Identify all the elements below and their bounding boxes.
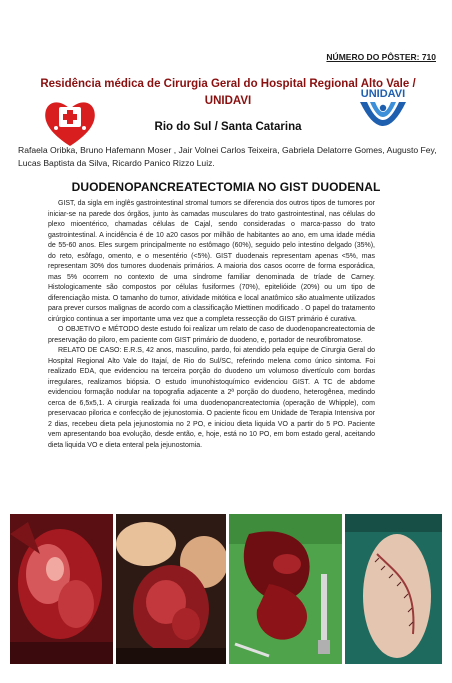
photo-strip — [10, 514, 442, 664]
surgical-hands-photo — [116, 514, 226, 664]
objective-paragraph: O OBJETIVO e MÉTODO deste estudo foi realizar um relato de caso de duodenopancreatectomia de preservação do piloro, em paciente com GIST primário de duodeno, e, portador de neurofibromatose. — [48, 326, 375, 344]
abdominal-incision-photo — [345, 514, 442, 664]
institution-line-2: UNIDAVI — [204, 95, 252, 107]
resected-specimen-photo — [229, 514, 342, 664]
poster-number: NÚMERO DO PÔSTER: 710 — [326, 52, 436, 62]
surgical-field-photo — [10, 514, 113, 664]
institution-line-1: Residência médica de Cirurgia Geral do Hospital Regional Alto Vale / — [40, 78, 416, 90]
poster-title: DUODENOPANCREATECTOMIA NO GIST DUODENAL — [71, 180, 381, 194]
location: Rio do Sul / Santa Catarina — [154, 121, 302, 133]
case-report-paragraph: RELATO DE CASO: E.R.S, 42 anos, masculino, pardo, foi atendido pela equipe de Cirurgia Geral do Hospital Regional Alto Vale do Itajaí, de Rio do Sul/SC, referindo melena como único sintoma. Foi realizado EDA, que evidenciou na terceira porção do duodeno um volumoso divertículo com bordas irregulares, realizamos biópsia. O estudo imunohistoquímico evidenciou GIST. A TC de abdome evidenciou formação nodular na topografia adjacente a 2ª porção do duodeno, heterogênea, medindo cerca de 6,5x5,1. A cirurgia realizada foi uma duodenopancreatectomia (operação de Whipple), com preservacao pilorica e confecção de jejunostomia. O paciente ficou em Unidade de Terapia Intensiva por 2 dias, recebeu dieta pela jejunostomia no 2 PO, e iniciou dieta liquida VO a partir do 5 PO. Paciente vem apresentando boa evolução, desde então, e, hoje, está no 10 PO, em bom estado geral, aceitando dieta liquida VO e dieta enteral pela jejunostomia. — [48, 347, 375, 449]
authors: Rafaela Oribka, Bruno Hafemann Moser , Jair Volnei Carlos Teixeira, Gabriela Delatorre Gomes, Augusto Fey, Lucas Baptista da Silva, Ricardo Panico Rizzo Luiz. — [18, 145, 437, 168]
intro-paragraph: GIST, da sigla em inglês gastrointestinal stromal tumors se diferencia dos outros tipos de tumores por iniciar-se na parede dos órgãos, junto às camadas musculares do trato gastrointestinal, nas células do plexo mioentérico, chamadas células de Cajal, sendo consideradas o marca-passo do trato gastrointestinal. A incidência é de 10 a20 casos por milhão de habitantes ao ano, em uma idade média de 55-60 anos. Eles surgem principalmente no estômago (60%), seguido pelo intestino delgado (35%), do reto, esôfago, omento, e o mesentério (<5%). GIST duodenais representam apenas <5%, mas representam 30% dos tumores duodenais primários. A maioria dos casos ocorre de forma esporádica, mas 5% ocorrem no contexto de uma síndrome familiar denominada de tríade de Carney. Histologicamente são compostos por células fusiformes (70%), epitelióide (20%) ou um tipo de diferenciação mista. O tamanho do tumor, atividade mitótica e local anatômico são atualmente utilizados para prever cursos malignas de acordo com a classificação Miettinen modificado . O papel do tratamento cirúrgico continua a ser importante uma vez que a completa ressecção do GIST primário é curativa. — [48, 200, 375, 323]
unidavi-logo-icon — [352, 86, 414, 150]
body-text — [48, 199, 375, 451]
unidavi-logo-text: UNIDAVI — [360, 88, 406, 100]
